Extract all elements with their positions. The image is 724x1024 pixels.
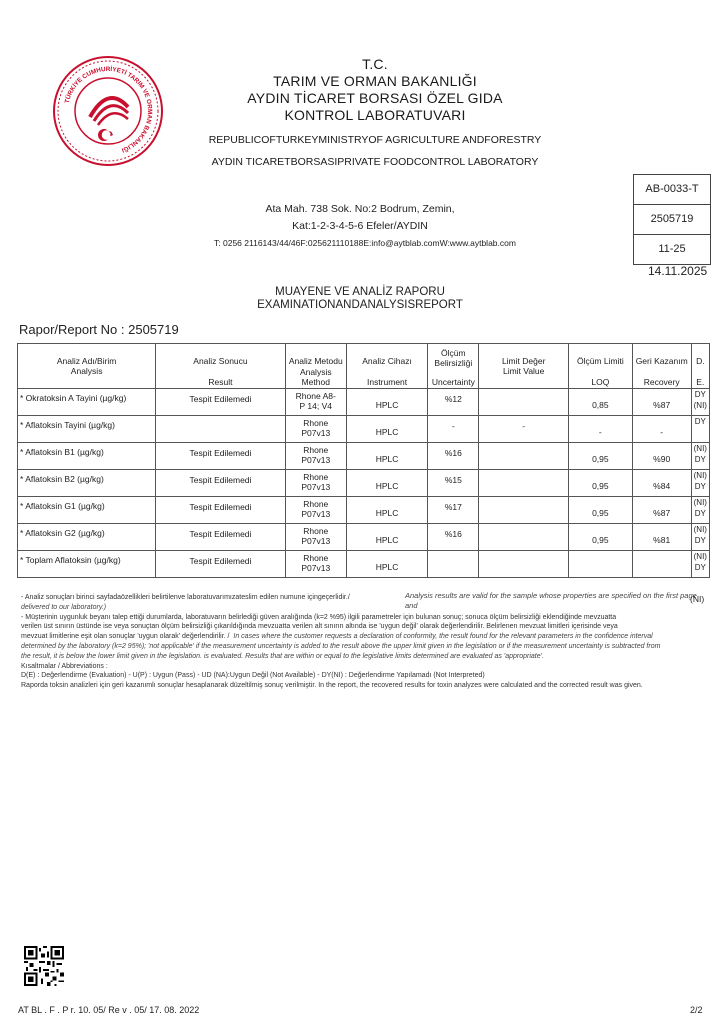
loq-cell: 0,95	[568, 524, 632, 551]
instrument-cell: HPLC	[346, 551, 427, 578]
limit-cell	[479, 389, 569, 416]
note-validity: - Analiz sonuçları birinci sayfadaözellikleri belirtilenve laboratuvarımızateslim edilen numune içingeçerlidir./ Analysis results are valid for the sample whose properties are specified on the first page and	[21, 591, 697, 610]
limit-cell: -	[479, 416, 569, 443]
note-abbrev-title: Kısaltmalar / Abbreviations :	[21, 662, 108, 670]
address-line-1: Ata Mah. 738 Sok. No:2 Bodrum, Zemin,	[265, 203, 455, 215]
note-conformity-1: - Müşterinin uygunluk beyanı talep ettiği durumlarda, laboratuvarın belirlediği güven aralığında (k=2 %95) ilgili parametreler için bulunan sonuç; sonuca ölçüm belirsizliği eklendiğinde mevzuatta	[21, 613, 617, 621]
evaluation-cell: DY (NI)	[691, 389, 709, 416]
loq-cell: -	[568, 416, 632, 443]
analysis-cell: * Aflatoksin G1 (µg/kg)	[18, 497, 156, 524]
instrument-cell: HPLC	[346, 524, 427, 551]
note-abbrev: D(E) : Değerlendirme (Evaluation) - U(P) : Uygun (Pass) - UD (NA):Uygun Değil (Not Available) - DY(NI) : Değerlendirme Yapılamadı (Not Interpreted)	[21, 672, 485, 680]
header-limit: Limit Değer Limit Value	[479, 344, 569, 389]
qr-code	[24, 946, 64, 986]
header-ministry: TARIM VE ORMAN BAKANLIĞI	[273, 73, 477, 89]
header-tc: T.C.	[362, 56, 388, 72]
method-cell: Rhone P07v13	[285, 524, 346, 551]
note-validity-en: delivered to our laboratory.)	[21, 603, 107, 611]
result-cell: Tespit Edilemedi	[156, 443, 285, 470]
report-title-en: EXAMINATIONANDANALYSISREPORT	[257, 299, 463, 311]
note-conformity-5: the result, it is below the lower limit given in the legislation. is evaluated. Results that are within or equal to the legislative limits determined are evaluated as 'appropriate'.	[21, 652, 544, 660]
report-date: 14.11.2025	[648, 264, 708, 278]
limit-cell	[479, 470, 569, 497]
instrument-cell: HPLC	[346, 416, 427, 443]
loq-cell	[568, 551, 632, 578]
trailing-ni-label: (NI)	[690, 594, 705, 604]
method-cell: Rhone P07v13	[285, 497, 346, 524]
header-ministry-en: REPUBLICOFTURKEYMINISTRYOF AGRICULTURE ANDFORESTRY	[208, 134, 542, 146]
header-lab: KONTROL LABORATUVARI	[284, 107, 466, 123]
header-loq: Ölçüm Limiti LOQ	[568, 344, 632, 389]
result-cell: Tespit Edilemedi	[156, 524, 285, 551]
instrument-cell: HPLC	[346, 470, 427, 497]
table-row	[18, 470, 710, 497]
table-row	[18, 443, 710, 470]
table-row	[18, 416, 710, 443]
evaluation-cell: (NI) DY	[691, 470, 709, 497]
form-code: AB-0033-T	[634, 175, 710, 205]
instrument-cell: HPLC	[346, 497, 427, 524]
header-instrument: Analiz Cihazı Instrument	[346, 344, 427, 389]
evaluation-cell: (NI) DY	[691, 443, 709, 470]
header-uncertainty: Ölçüm Belirsizliği Uncertainty	[428, 344, 479, 389]
ministry-seal-logo	[52, 55, 164, 167]
loq-cell: 0,95	[568, 443, 632, 470]
recovery-cell: -	[632, 416, 691, 443]
uncertainty-cell: %15	[428, 470, 479, 497]
recovery-cell: %81	[632, 524, 691, 551]
evaluation-cell: (NI) DY	[691, 524, 709, 551]
note-conformity-4: determined by the laboratory (k=2 95%); 'not applicable' if the measurement uncertainty is added to the result above the upper limit given in the legislation or if the measurement uncertainty is subtracted from	[21, 642, 661, 650]
analysis-cell: * Aflatoksin Tayini (µg/kg)	[18, 416, 156, 443]
analysis-cell: * Toplam Aflatoksin (µg/kg)	[18, 551, 156, 578]
page-number: 2/2	[690, 1005, 703, 1015]
limit-cell	[479, 443, 569, 470]
address-line-2: Kat:1-2-3-4-5-6 Efeler/AYDIN	[292, 220, 428, 232]
note-conformity-3: mevzuat limitlerine eşit olan sonuçlar 'uygun olarak' değerlendirilir. / In cases where the customer requests a declaration of conformity, the result found for the relevant parameters in the confidence interval	[21, 633, 653, 641]
evaluation-cell: DY	[691, 416, 709, 443]
analysis-cell: * Aflatoksin G2 (µg/kg)	[18, 524, 156, 551]
document-codes-box	[633, 174, 711, 265]
svg-text:TÜRKİYE CUMHURİYETİ TARIM VE O: TÜRKİYE CUMHURİYETİ TARIM VE ORMAN BAKANLIĞI	[63, 65, 154, 154]
result-cell	[156, 416, 285, 443]
header-lab-en: AYDIN TICARETBORSASIPRIVATE FOODCONTROL LABORATORY	[211, 156, 539, 168]
table-row	[18, 524, 710, 551]
analysis-cell: * Aflatoksin B2 (µg/kg)	[18, 470, 156, 497]
analysis-cell: * Aflatoksin B1 (µg/kg)	[18, 443, 156, 470]
results-table	[17, 343, 710, 578]
result-cell: Tespit Edilemedi	[156, 497, 285, 524]
form-reference: AT BL . F . P r. 10. 05/ Re v . 05/ 17. 08. 2022	[18, 1005, 200, 1015]
uncertainty-cell	[428, 551, 479, 578]
uncertainty-cell: %16	[428, 524, 479, 551]
table-row	[18, 389, 710, 416]
uncertainty-cell: %16	[428, 443, 479, 470]
header-result: Analiz Sonucu Result	[156, 344, 285, 389]
result-cell: Tespit Edilemedi	[156, 389, 285, 416]
loq-cell: 0,95	[568, 497, 632, 524]
notes-block	[21, 593, 711, 691]
note-recovery: Raporda toksin analizleri için geri kazanımlı sonuçlar hesaplanarak düzeltilmiş sonuç verilmiştir. In the report, the recovered results for toxin analyzes were calculated and the corrected result was given.	[21, 682, 643, 690]
header-analysis: Analiz Adı/Birim Analysis	[18, 344, 156, 389]
header-method: Analiz Metodu Analysis Method	[285, 344, 346, 389]
table-row	[18, 551, 710, 578]
method-cell: Rhone P07v13	[285, 443, 346, 470]
table-header-row	[18, 344, 710, 389]
header-exchange: AYDIN TİCARET BORSASI ÖZEL GIDA	[247, 90, 503, 106]
method-cell: Rhone P07v13	[285, 551, 346, 578]
instrument-cell: HPLC	[346, 443, 427, 470]
recovery-cell: %90	[632, 443, 691, 470]
limit-cell	[479, 497, 569, 524]
analysis-cell: * Okratoksin A Tayini (µg/kg)	[18, 389, 156, 416]
method-cell: Rhone P07v13	[285, 470, 346, 497]
recovery-cell: %87	[632, 389, 691, 416]
report-title	[240, 286, 480, 312]
method-cell: Rhone P07v13	[285, 416, 346, 443]
table-row	[18, 497, 710, 524]
recovery-cell: %84	[632, 470, 691, 497]
method-cell: Rhone A8- P 14; V4	[285, 389, 346, 416]
evaluation-cell: (NI) DY	[691, 551, 709, 578]
uncertainty-cell: -	[428, 416, 479, 443]
report-title-tr: MUAYENE VE ANALİZ RAPORU	[275, 286, 445, 298]
limit-cell	[479, 524, 569, 551]
report-number: Rapor/Report No : 2505719	[19, 322, 179, 337]
recovery-cell	[632, 551, 691, 578]
header-evaluation: D. E.	[691, 344, 709, 389]
header-recovery: Geri Kazanım Recovery	[632, 344, 691, 389]
uncertainty-cell: %17	[428, 497, 479, 524]
loq-cell: 0,95	[568, 470, 632, 497]
evaluation-cell: (NI) DY	[691, 497, 709, 524]
sample-code: 11-25	[658, 243, 686, 255]
report-code: 2505719	[634, 205, 710, 235]
result-cell: Tespit Edilemedi	[156, 470, 285, 497]
contact-line: T: 0256 2116143/44/46F:025621110188E:info@aytblab.comW:www.aytblab.com	[214, 238, 516, 248]
uncertainty-cell: %12	[428, 389, 479, 416]
limit-cell	[479, 551, 569, 578]
instrument-cell: HPLC	[346, 389, 427, 416]
note-conformity-2: verilen üst sınırın üstünde ise veya sonuçtan ölçüm belirsizliği çıkarıldığında mevzuatta verilen alt sınırın altında ise 'uygun değil' olarak değerlendirilir. Belirlenen mevzuat limitleri içerisinde veya	[21, 623, 618, 631]
recovery-cell: %87	[632, 497, 691, 524]
result-cell: Tespit Edilemedi	[156, 551, 285, 578]
loq-cell: 0,85	[568, 389, 632, 416]
